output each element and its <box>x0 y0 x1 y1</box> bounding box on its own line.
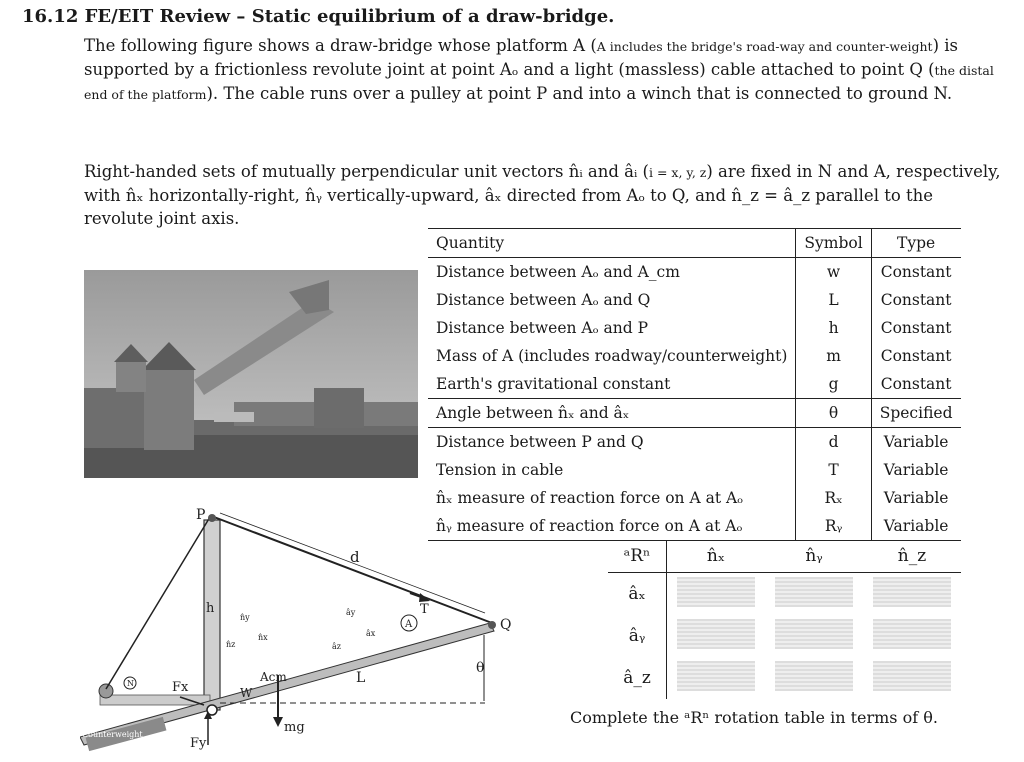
label-a-circle: A <box>405 619 413 630</box>
label-q: Q <box>500 617 512 633</box>
problem-heading: 16.12 FE/EIT Review – Static equilibrium of a draw-bridge. <box>22 6 615 27</box>
symbol-cell: L <box>796 286 871 314</box>
symbol-cell: θ <box>796 399 871 428</box>
winch <box>99 684 113 698</box>
rotation-cell[interactable] <box>863 573 961 616</box>
rotation-cell[interactable] <box>765 573 863 616</box>
vectors-note: i = x, y, z <box>649 165 707 180</box>
type-cell: Specified <box>871 399 960 428</box>
quantity-cell: Distance between Aₒ and A_cm <box>428 258 796 287</box>
type-cell: Constant <box>871 370 960 399</box>
rotation-corner: ᵃRⁿ <box>608 540 667 573</box>
label-p: P <box>196 507 206 523</box>
tension-arrowhead <box>419 593 430 602</box>
label-acm: Acm <box>260 670 287 684</box>
rotation-table <box>608 540 961 699</box>
drawbridge-diagram <box>80 505 550 755</box>
symbol-cell: T <box>796 456 871 484</box>
type-cell: Variable <box>871 512 960 541</box>
type-cell: Constant <box>871 314 960 342</box>
intro-text-2: ) is supported by a frictionless revolute joint at point Aₒ and a light (massless) cable attached to point Q ( <box>84 36 959 79</box>
label-fx: Fx <box>172 680 189 695</box>
unit-vector-paragraph <box>84 160 1004 230</box>
table-row <box>428 428 961 457</box>
type-cell: Variable <box>871 484 960 512</box>
label-counterweight: Counterweight <box>82 730 143 739</box>
label-ax: âx <box>366 629 376 638</box>
symbol-cell: g <box>796 370 871 399</box>
symbol-cell: m <box>796 342 871 370</box>
intro-text-1: The following figure shows a draw-bridge whose platform A ( <box>84 36 597 55</box>
label-t: T <box>420 602 429 617</box>
table-row <box>608 573 961 616</box>
vectors-text-2: ) are fixed in N and A, respectively, with n̂ₓ horizontally-right, n̂ᵧ vertically-upward, âₓ directed from Aₒ to Q, and n̂_z = â_z parallel to the revolute joint axis. <box>84 162 1001 228</box>
table-row <box>428 370 961 399</box>
rotation-cell[interactable] <box>863 657 961 699</box>
pulley <box>208 514 216 522</box>
type-cell: Variable <box>871 456 960 484</box>
table-row <box>428 399 961 428</box>
intro-text-3: ). The cable runs over a pulley at point P and into a winch that is connected to ground N. <box>206 84 953 103</box>
rotation-cell[interactable] <box>765 657 863 699</box>
label-ay: ây <box>346 608 356 617</box>
quantity-cell: Tension in cable <box>436 461 564 479</box>
rotation-cell[interactable] <box>863 615 961 657</box>
table-row <box>428 258 961 287</box>
label-d: d <box>350 548 360 566</box>
type-cell: Constant <box>871 258 960 287</box>
quantity-cell: Distance between P and Q <box>428 428 796 457</box>
rotation-table-caption: Complete the ᵃRⁿ rotation table in terms of θ. <box>570 708 938 727</box>
intro-note-2: the distal end of the platform <box>84 63 994 102</box>
table-row <box>428 286 961 314</box>
quantity-cell: Mass of A (includes roadway/counterweight) <box>436 347 788 365</box>
table-row <box>428 456 961 484</box>
rotation-header-row <box>608 540 961 573</box>
quantity-cell: Earth's gravitational constant <box>436 375 671 393</box>
type-cell: Variable <box>871 428 960 457</box>
table-row <box>608 657 961 699</box>
symbol-cell: Rᵧ <box>796 512 871 541</box>
symbol-cell: h <box>796 314 871 342</box>
rotation-row-ay: âᵧ <box>608 615 667 657</box>
label-az: âz <box>332 642 341 651</box>
table-header-row <box>428 229 961 258</box>
symbol-cell: w <box>796 258 871 287</box>
quantity-cell: n̂ᵧ measure of reaction force on A at Aₒ <box>428 512 796 541</box>
table-row <box>428 314 961 342</box>
rotation-row-ax: âₓ <box>608 573 667 616</box>
rotation-col-ny: n̂ᵧ <box>765 540 863 573</box>
label-h: h <box>206 601 215 616</box>
symbol-cell: d <box>796 428 871 457</box>
header-type: Type <box>871 229 960 258</box>
header-symbol: Symbol <box>796 229 871 258</box>
rotation-cell[interactable] <box>667 615 766 657</box>
rotation-row-az: â_z <box>608 657 667 699</box>
label-l: L <box>356 670 366 686</box>
quantity-cell: Distance between Aₒ and Q <box>436 291 651 309</box>
label-nx: n̂x <box>258 633 268 642</box>
type-cell: Constant <box>871 286 960 314</box>
intro-note-1: A includes the bridge's road-way and counter-weight <box>596 39 933 54</box>
rotation-cell[interactable] <box>765 615 863 657</box>
label-fy: Fy <box>190 736 207 751</box>
weight-arrowhead <box>273 717 283 727</box>
label-mg: mg <box>284 720 305 735</box>
quantity-cell: n̂ₓ measure of reaction force on A at Aₒ <box>436 489 744 507</box>
symbol-cell: Rₓ <box>796 484 871 512</box>
rotation-col-nx: n̂ₓ <box>667 540 766 573</box>
type-cell: Constant <box>871 342 960 370</box>
quantity-cell: Distance between Aₒ and P <box>436 319 649 337</box>
vectors-text-1: Right-handed sets of mutually perpendicular unit vectors n̂ᵢ and âᵢ ( <box>84 162 649 181</box>
rotation-table-container <box>608 540 961 699</box>
label-nz: n̂z <box>226 640 236 649</box>
label-w: W <box>240 686 253 700</box>
intro-paragraph <box>84 34 1004 106</box>
rotation-cell[interactable] <box>667 657 766 699</box>
point-q-pin <box>488 621 496 629</box>
table-row <box>428 342 961 370</box>
ground-hatch <box>100 695 210 705</box>
drawbridge-photo <box>84 270 418 478</box>
header-quantity: Quantity <box>428 229 796 258</box>
label-theta: θ <box>476 660 485 676</box>
rotation-col-nz: n̂_z <box>863 540 961 573</box>
quantity-cell: Angle between n̂ₓ and âₓ <box>428 399 796 428</box>
cable-winch-to-pulley <box>106 517 210 689</box>
label-n-circle: N <box>127 679 134 688</box>
quantity-table <box>428 228 961 541</box>
rotation-cell[interactable] <box>667 573 766 616</box>
label-ny: n̂y <box>240 613 250 622</box>
table-row <box>608 615 961 657</box>
